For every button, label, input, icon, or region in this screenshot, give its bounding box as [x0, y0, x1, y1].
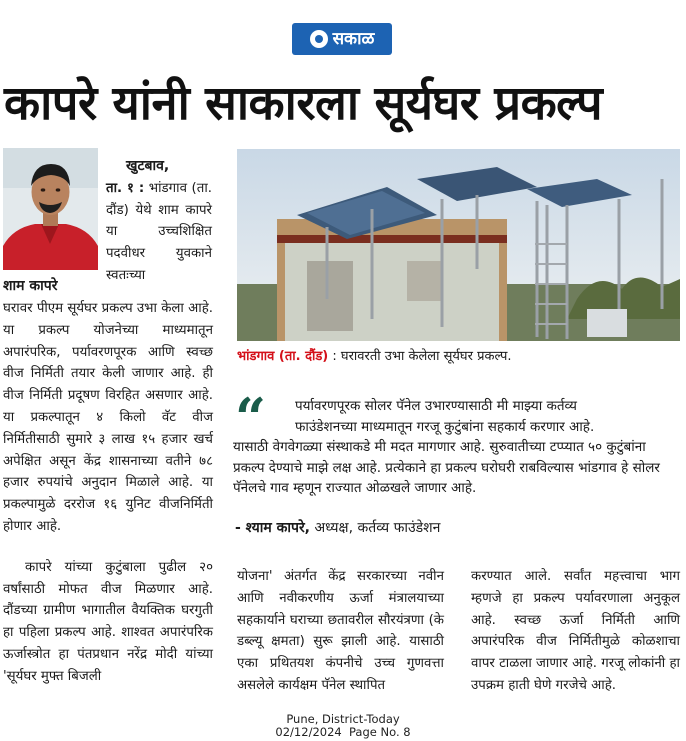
dateline-date: ता. १ :: [106, 180, 145, 196]
quote-line: पर्यावरणपूरक सोलर पॅनेल उभारण्यासाठी मी माझ्या कर्तव्य: [295, 398, 577, 414]
logo-text: सकाळ: [332, 28, 375, 49]
quote-attribution: [235, 518, 440, 538]
paragraph: कापरे यांच्या कुटुंबाला पुढील २० वर्षांसाठी मोफत वीज मिळणार आहे. दौंडच्या ग्रामीण भागातील वैयक्तिक घरगुती हा पहिला प्रकल्प आहे. शाश्वत अपारंपरिक ऊर्जास्त्रोत हा पंतप्रधान नरेंद्र मोदी यांच्या 'सूर्यघर मुफ्त बिजली: [3, 559, 213, 684]
paragraph: करण्यात आले. सर्वांत महत्त्वाचा भाग म्हणजे हा प्रकल्प पर्यावरणाला अनुकूल आहे. स्वच्छ ऊर्जा निर्मिती आणि अपारंपरिक वीज निर्मितीमुळे कोळशाचा वापर टाळला जाणार आहे. गरजू लोकांनी हा उपक्रम हाती घेणे गरजेचे आहे.: [471, 569, 680, 693]
edition-date-page: 02/12/2024 Page No. 8: [275, 725, 411, 739]
quote-mark-icon: “: [235, 386, 267, 450]
edition-footer: [0, 713, 686, 739]
article-column-2: [237, 566, 444, 697]
article-intro: [106, 156, 212, 287]
photo-caption: [237, 348, 680, 366]
portrait-photo: [3, 148, 98, 270]
photo-caption-place: भांडगाव (ता. दौंड): [237, 349, 329, 364]
portrait-caption-name: शाम कापरे: [3, 278, 58, 294]
paragraph: योजना' अंतर्गत केंद्र सरकारच्या नवीन आणि नवीकरणीय ऊर्जा मंत्रालयाच्या सहकार्याने घराच्या छतावरील सौरयंत्रणा (के डब्ल्यू क्षमता) सुरू झाली आहे. यासाठी एका प्रथितयश कंपनीचे उच्च गुणवत्ता असलेले कार्यक्षम पॅनेल स्थापित: [237, 569, 444, 693]
portrait-illustration: [3, 148, 98, 270]
solar-rooftop-photo: [237, 149, 680, 341]
quote-text: [233, 386, 679, 499]
newspaper-logo: [292, 23, 392, 55]
quote-line: यासाठी वेगवेगळ्या संस्थाकडे मी मदत मागणार आहे. सुरुवातीच्या टप्प्यात ५० कुटुंबांना प्रकल्प देण्याचे माझे लक्ष आहे. प्रत्येकाने हा प्रकल्प घरोघरी राबविल्यास भांडगाव हे सोलर पॅनेलचे गाव म्हणून राज्यात ओळखले जाणार आहे.: [233, 439, 660, 496]
quote-author-role: अध्यक्ष, कर्तव्य फाउंडेशन: [310, 520, 441, 536]
intro-text: [106, 178, 212, 287]
photo-caption-text: : घरावरती उभा केलेला सूर्यघर प्रकल्प.: [328, 349, 512, 364]
pull-quote: [233, 386, 679, 542]
article-headline: कापरे यांनी साकारला सूर्यघर प्रकल्प: [4, 76, 603, 131]
article-column-3: [471, 566, 680, 697]
intro-body: भांडगाव (ता. दौंड) येथे शाम कापरे या उच्चशिक्षित पदवीधर युवकाने स्वतःच्या: [106, 180, 212, 283]
quote-line: फाउंडेशनच्या माध्यमातून गरजू कुटुंबांना सहकार्य करणार आहे.: [295, 418, 595, 435]
edition-name: Pune, District-Today: [286, 712, 400, 726]
solar-rooftop-illustration: [237, 149, 680, 341]
paragraph: घरावर पीएम सूर्यघर प्रकल्प उभा केला आहे. या प्रकल्प योजनेच्या माध्यमातून अपारंपरिक, पर्यावरणपूरक आणि स्वच्छ वीज निर्मिती तयार केली जाणार आहे. ही वीज निर्मिती प्रदूषण विरहित असणार आहे. या प्रकल्पातून ४ किलो वॅट वीज निर्मितीसाठी सुमारे ३ लाख १५ हजार खर्च अपेक्षित असून केंद्र शासनाच्या वतीने ७८ हजार रुपयांचे अनुदान मिळाले आहे. या प्रकल्पामुळे दररोज १६ युनिट वीजनिर्मिती होणार आहे.: [3, 301, 213, 534]
quote-author: - श्याम कापरे,: [235, 520, 311, 536]
article-column-1: [3, 298, 213, 688]
logo-emblem-icon: [310, 30, 328, 48]
dateline-place: खुटबाव,: [126, 158, 170, 174]
